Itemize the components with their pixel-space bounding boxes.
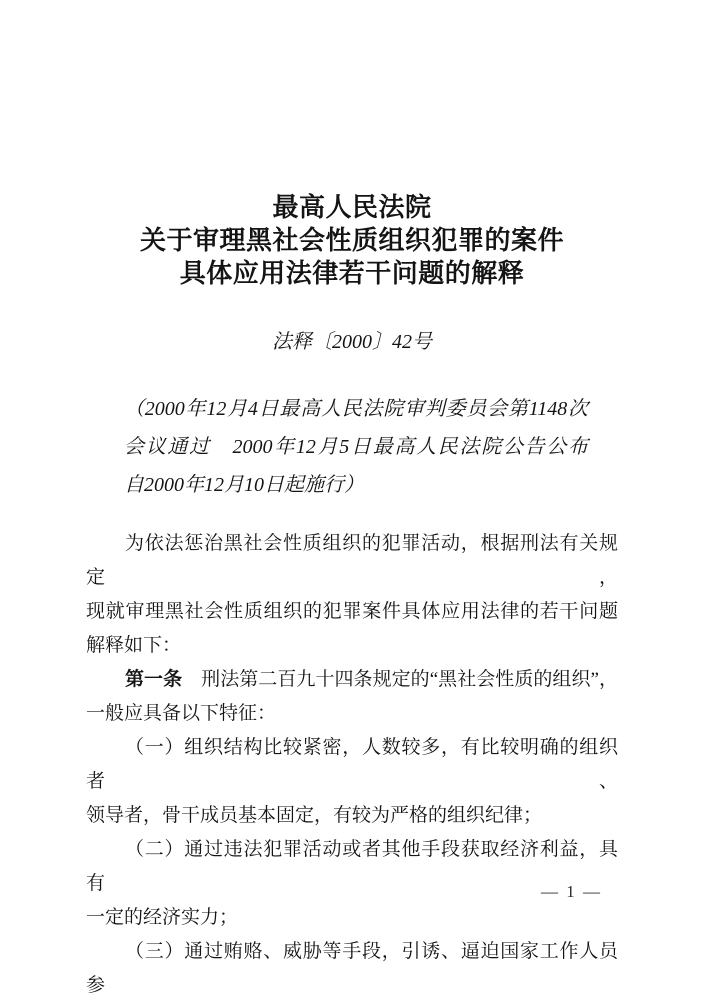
paragraph-item-3 [86, 935, 618, 999]
para-line: 一定的经济实力； [86, 907, 239, 928]
title-line-2: 关于审理黑社会性质组织犯罪的案件 [139, 226, 564, 255]
para-line: 现就审理黑社会性质组织的犯罪案件具体应用法律的若干问题 [86, 601, 618, 622]
title-line-3: 具体应用法律若干问题的解释 [179, 259, 525, 288]
preamble [124, 390, 588, 504]
article-line-text: 刑法第二百九十四条规定的“黑社会性质的组织”， [182, 669, 618, 690]
page-number: — 1 — [541, 882, 602, 901]
para-line: （一）组织结构比较紧密，人数较多，有比较明确的组织者、 [86, 737, 618, 792]
preamble-line: 会议通过 2000年12月5日最高人民法院公告公布 [124, 436, 588, 458]
para-line: 为依法惩治黑社会性质组织的犯罪活动，根据刑法有关规定， [86, 533, 618, 588]
body-text [86, 527, 618, 999]
doc-number: 法释〔2000〕42号 [272, 331, 432, 353]
content-column [86, 0, 618, 999]
para-line: 领导者，骨干成员基本固定，有较为严格的组织纪律； [86, 805, 543, 826]
paragraph [86, 527, 618, 663]
para-line: 一般应具备以下特征： [86, 703, 277, 724]
paragraph-item-1 [86, 731, 618, 833]
page-footer [541, 882, 602, 902]
para-line [86, 663, 618, 697]
preamble-line: （2000年12月4日最高人民法院审判委员会第1148次 [124, 398, 588, 420]
para-line: （三）通过贿赂、威胁等手段，引诱、逼迫国家工作人员参 [86, 941, 618, 996]
para-line: 解释如下： [86, 635, 182, 656]
para-line: （二）通过违法犯罪活动或者其他手段获取经济利益，具有 [86, 839, 618, 894]
paragraph-article-1 [86, 663, 618, 731]
document-title [86, 191, 618, 290]
title-line-1: 最高人民法院 [272, 193, 432, 222]
paragraph-item-2 [86, 833, 618, 935]
preamble-line: 自2000年12月10日起施行） [124, 474, 364, 496]
article-number: 第一条 [125, 669, 183, 690]
